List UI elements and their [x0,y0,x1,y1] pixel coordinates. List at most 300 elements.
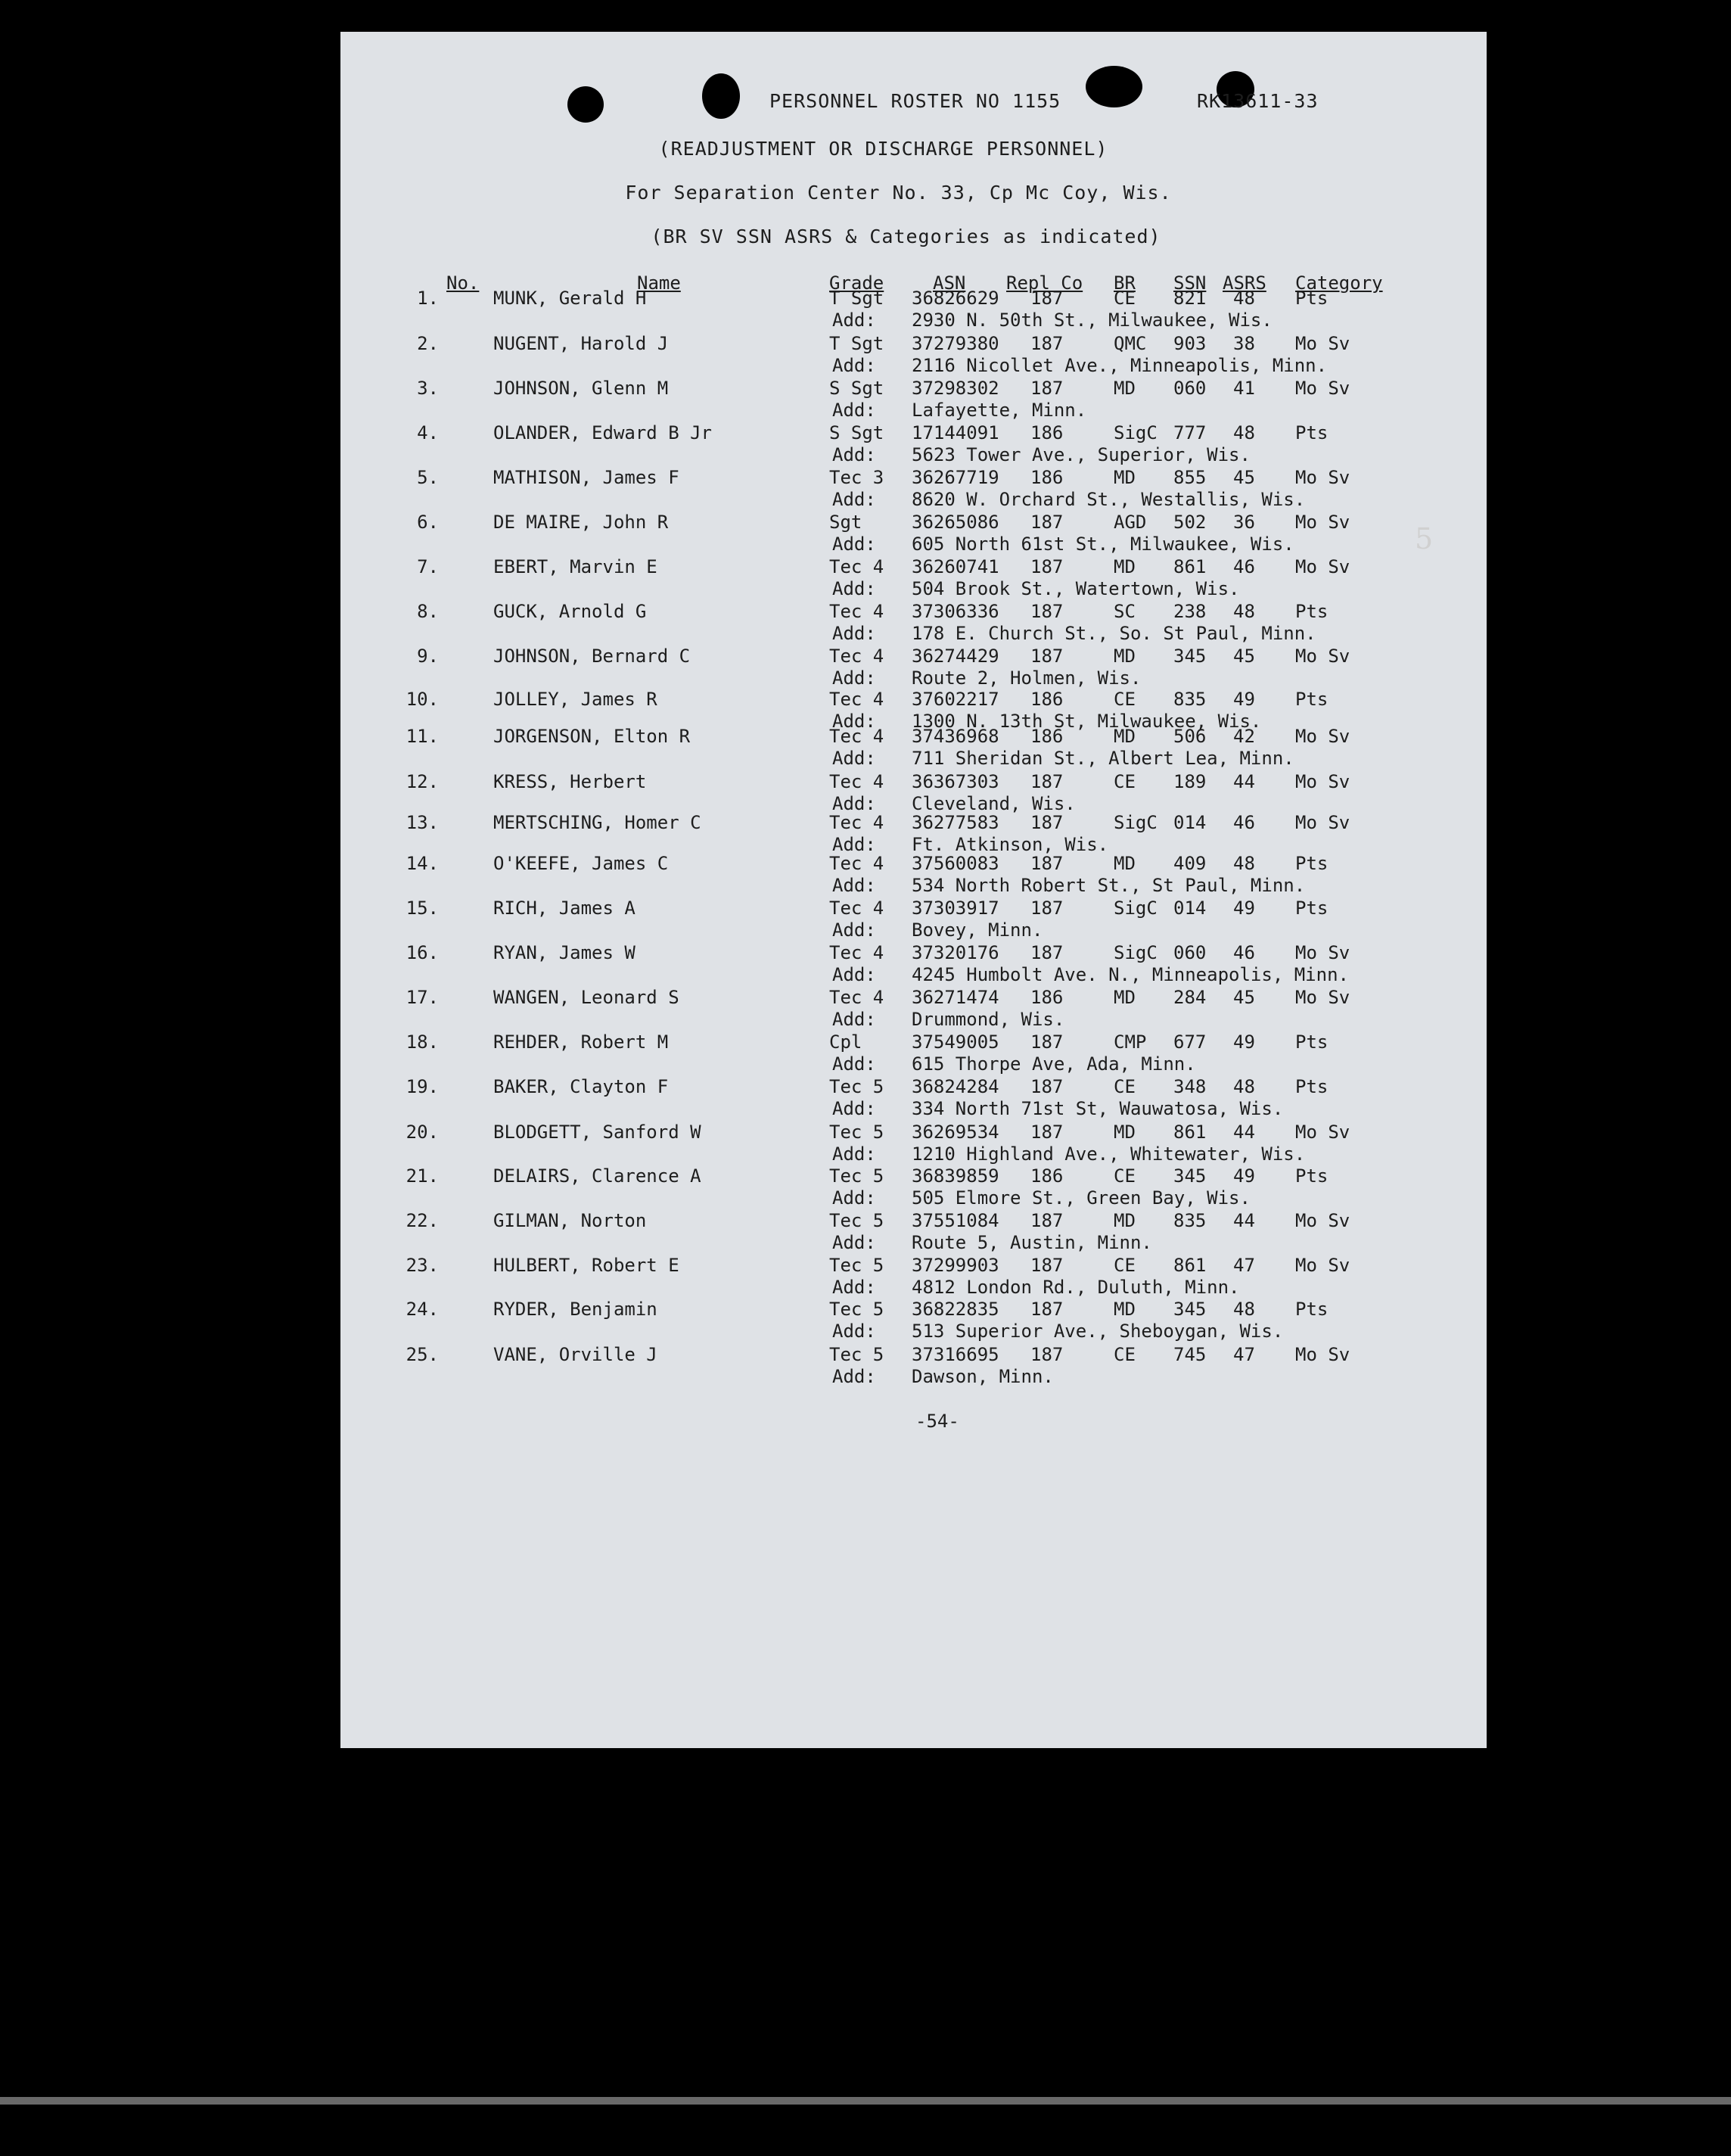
roster-page [340,32,1487,1748]
table-row [340,987,1487,1032]
col-no: No. [446,272,480,294]
ssn: 855 [1173,467,1207,488]
ssn: 506 [1173,726,1207,747]
address: Route 5, Austin, Minn. [912,1232,1152,1253]
asn: 37306336 [912,601,999,622]
punch-hole-center-left [702,73,740,119]
ssn: 861 [1173,1122,1207,1143]
address: 505 Elmore St., Green Bay, Wis. [912,1187,1251,1209]
asn: 36839859 [912,1165,999,1187]
repl-co: 187 [1030,771,1064,792]
asrs: 45 [1233,646,1255,667]
punch-hole-center-right [1086,66,1142,107]
asn: 36269534 [912,1122,999,1143]
category: Mo Sv [1295,1344,1350,1365]
row-number: 17. [406,987,439,1008]
branch: MD [1114,987,1136,1008]
branch: MD [1114,467,1136,488]
category: Pts [1295,1165,1329,1187]
page-number: -54- [915,1411,959,1432]
grade: Tec 5 [829,1076,884,1097]
row-number: 10. [406,689,439,710]
grade: T Sgt [829,288,884,309]
table-row [340,378,1487,423]
address-label: Add: [832,1009,876,1030]
branch: MD [1114,853,1136,874]
asrs: 48 [1233,288,1255,309]
asn: 37279380 [912,333,999,354]
soldier-name: JOHNSON, Bernard C [493,646,691,667]
repl-co: 186 [1030,1165,1064,1187]
repl-co: 187 [1030,556,1064,577]
soldier-name: DE MAIRE, John R [493,512,669,533]
table-row [340,646,1487,691]
address: Route 2, Holmen, Wis. [912,667,1142,689]
address: 2116 Nicollet Ave., Minneapolis, Minn. [912,355,1328,376]
ssn: 345 [1173,1299,1207,1320]
address-label: Add: [832,1187,876,1209]
address: 615 Thorpe Ave, Ada, Minn. [912,1053,1196,1075]
category: Mo Sv [1295,987,1350,1008]
branch: AGD [1114,512,1147,533]
address-label: Add: [832,875,876,896]
asn: 37602217 [912,689,999,710]
address: 605 North 61st St., Milwaukee, Wis. [912,534,1294,555]
address-label: Add: [832,964,876,985]
address-label: Add: [832,623,876,644]
asrs: 42 [1233,726,1255,747]
asn: 37551084 [912,1210,999,1231]
asrs: 49 [1233,898,1255,919]
table-row [340,288,1487,333]
grade: S Sgt [829,422,884,443]
address-label: Add: [832,667,876,689]
ssn: 777 [1173,422,1207,443]
soldier-name: NUGENT, Harold J [493,333,669,354]
soldier-name: JORGENSON, Elton R [493,726,691,747]
address-label: Add: [832,1143,876,1165]
asn: 36271474 [912,987,999,1008]
asrs: 38 [1233,333,1255,354]
asrs: 36 [1233,512,1255,533]
grade: Tec 5 [829,1165,884,1187]
soldier-name: WANGEN, Leonard S [493,987,679,1008]
row-number: 4. [417,422,439,443]
soldier-name: MUNK, Gerald H [493,288,647,309]
ssn: 348 [1173,1076,1207,1097]
asrs: 46 [1233,812,1255,833]
repl-co: 187 [1030,853,1064,874]
asrs: 48 [1233,1076,1255,1097]
asn: 37303917 [912,898,999,919]
table-row [340,1344,1487,1389]
col-repl-co: Repl Co [1006,272,1083,294]
address-label: Add: [832,310,876,331]
address-label: Add: [832,919,876,941]
branch: MD [1114,556,1136,577]
asn: 17144091 [912,422,999,443]
categories-note: (BR SV SSN ASRS & Categories as indicated) [651,226,1161,247]
category: Pts [1295,689,1329,710]
table-row [340,467,1487,512]
table-row [340,726,1487,771]
address-label: Add: [832,1053,876,1075]
asrs: 45 [1233,467,1255,488]
address-label: Add: [832,834,876,855]
roster-subtitle: (READJUSTMENT OR DISCHARGE PERSONNEL) [658,138,1108,160]
soldier-name: O'KEEFE, James C [493,853,669,874]
separation-center: For Separation Center No. 33, Cp Mc Coy, Wis. [625,182,1172,204]
grade: Tec 3 [829,467,884,488]
grade: Tec 4 [829,942,884,963]
row-number: 15. [406,898,439,919]
grade: Tec 4 [829,689,884,710]
asrs: 46 [1233,556,1255,577]
branch: CE [1114,1165,1136,1187]
side-mark: 5 [1415,522,1434,555]
branch: CE [1114,689,1136,710]
table-row [340,942,1487,988]
asrs: 44 [1233,771,1255,792]
branch: SC [1114,601,1136,622]
address: 1300 N. 13th St, Milwaukee, Wis. [912,711,1262,732]
asrs: 47 [1233,1255,1255,1276]
grade: Tec 5 [829,1210,884,1231]
soldier-name: JOHNSON, Glenn M [493,378,669,399]
grade: Tec 4 [829,898,884,919]
category: Mo Sv [1295,333,1350,354]
address-label: Add: [832,400,876,421]
branch: CE [1114,1255,1136,1276]
col-grade: Grade [829,272,884,294]
asn: 36822835 [912,1299,999,1320]
branch: SigC [1114,898,1158,919]
address-label: Add: [832,748,876,769]
asn: 37549005 [912,1031,999,1053]
repl-co: 187 [1030,288,1064,309]
table-row [340,898,1487,943]
repl-co: 187 [1030,942,1064,963]
branch: MD [1114,1299,1136,1320]
row-number: 9. [417,646,439,667]
table-row [340,1031,1487,1077]
branch: CE [1114,288,1136,309]
table-row [340,422,1487,468]
repl-co: 187 [1030,646,1064,667]
grade: Tec 4 [829,771,884,792]
row-number: 22. [406,1210,439,1231]
soldier-name: REHDER, Robert M [493,1031,669,1053]
ssn: 677 [1173,1031,1207,1053]
branch: CE [1114,771,1136,792]
asn: 37436968 [912,726,999,747]
soldier-name: KRESS, Herbert [493,771,647,792]
asrs: 46 [1233,942,1255,963]
address: 513 Superior Ave., Sheboygan, Wis. [912,1321,1284,1342]
address: 504 Brook St., Watertown, Wis. [912,578,1240,599]
repl-co: 187 [1030,1076,1064,1097]
table-row [340,1210,1487,1255]
asrs: 48 [1233,422,1255,443]
address-label: Add: [832,1232,876,1253]
repl-co: 186 [1030,726,1064,747]
row-number: 7. [417,556,439,577]
address-label: Add: [832,489,876,510]
soldier-name: OLANDER, Edward B Jr [493,422,712,443]
grade: Tec 5 [829,1344,884,1365]
asrs: 48 [1233,1299,1255,1320]
table-row [340,771,1487,817]
soldier-name: VANE, Orville J [493,1344,657,1365]
branch: QMC [1114,333,1147,354]
grade: Tec 4 [829,556,884,577]
table-row [340,1076,1487,1122]
table-row [340,601,1487,646]
asn: 36824284 [912,1076,999,1097]
repl-co: 186 [1030,467,1064,488]
table-row [340,1255,1487,1300]
roster-title: PERSONNEL ROSTER NO 1155 [769,90,1061,112]
row-number: 20. [406,1122,439,1143]
ssn: 345 [1173,646,1207,667]
repl-co: 186 [1030,422,1064,443]
repl-co: 187 [1030,1031,1064,1053]
asrs: 48 [1233,853,1255,874]
category: Mo Sv [1295,942,1350,963]
soldier-name: RYDER, Benjamin [493,1299,657,1320]
col-asrs: ASRS [1223,272,1266,294]
soldier-name: DELAIRS, Clarence A [493,1165,701,1187]
address: Lafayette, Minn. [912,400,1087,421]
soldier-name: JOLLEY, James R [493,689,657,710]
col-asn: ASN [933,272,966,294]
asn: 37320176 [912,942,999,963]
repl-co: 187 [1030,333,1064,354]
address: 4245 Humbolt Ave. N., Minneapolis, Minn. [912,964,1349,985]
grade: Tec 4 [829,601,884,622]
repl-co: 187 [1030,1299,1064,1320]
address: Cleveland, Wis. [912,793,1076,814]
repl-co: 187 [1030,1344,1064,1365]
punch-hole-left [567,86,604,123]
table-row [340,1122,1487,1167]
asrs: 44 [1233,1210,1255,1231]
ssn: 060 [1173,378,1207,399]
table-row [340,333,1487,378]
soldier-name: BAKER, Clayton F [493,1076,669,1097]
soldier-name: GUCK, Arnold G [493,601,647,622]
repl-co: 186 [1030,689,1064,710]
table-row [340,556,1487,602]
row-number: 2. [417,333,439,354]
branch: MD [1114,726,1136,747]
branch: MD [1114,646,1136,667]
address: 8620 W. Orchard St., Westallis, Wis. [912,489,1306,510]
branch: SigC [1114,422,1158,443]
repl-co: 187 [1030,1122,1064,1143]
address: 5623 Tower Ave., Superior, Wis. [912,444,1251,465]
soldier-name: EBERT, Marvin E [493,556,657,577]
address: 4812 London Rd., Duluth, Minn. [912,1277,1240,1298]
row-number: 25. [406,1344,439,1365]
category: Pts [1295,288,1329,309]
repl-co: 187 [1030,812,1064,833]
row-number: 13. [406,812,439,833]
grade: Sgt [829,512,862,533]
table-row [340,1299,1487,1344]
address: 178 E. Church St., So. St Paul, Minn. [912,623,1316,644]
ssn: 014 [1173,898,1207,919]
row-number: 21. [406,1165,439,1187]
address: Bovey, Minn. [912,919,1043,941]
ssn: 835 [1173,1210,1207,1231]
category: Pts [1295,898,1329,919]
address: 1210 Highland Ave., Whitewater, Wis. [912,1143,1306,1165]
ssn: 861 [1173,556,1207,577]
branch: MD [1114,1210,1136,1231]
row-number: 3. [417,378,439,399]
asrs: 44 [1233,1122,1255,1143]
ssn: 861 [1173,1255,1207,1276]
grade: T Sgt [829,333,884,354]
address-label: Add: [832,444,876,465]
address: Drummond, Wis. [912,1009,1065,1030]
row-number: 1. [417,288,439,309]
branch: MD [1114,1122,1136,1143]
table-row [340,1165,1487,1211]
ssn: 835 [1173,689,1207,710]
address-label: Add: [832,793,876,814]
soldier-name: BLODGETT, Sanford W [493,1122,701,1143]
asn: 37316695 [912,1344,999,1365]
scan-edge [0,2097,1731,2105]
ssn: 060 [1173,942,1207,963]
ssn: 409 [1173,853,1207,874]
asn: 37298302 [912,378,999,399]
address: Ft. Atkinson, Wis. [912,834,1109,855]
grade: Tec 5 [829,1122,884,1143]
ssn: 284 [1173,987,1207,1008]
row-number: 18. [406,1031,439,1053]
address: 711 Sheridan St., Albert Lea, Minn. [912,748,1294,769]
category: Mo Sv [1295,378,1350,399]
category: Mo Sv [1295,726,1350,747]
category: Pts [1295,1031,1329,1053]
row-number: 6. [417,512,439,533]
soldier-name: GILMAN, Norton [493,1210,647,1231]
asn: 36265086 [912,512,999,533]
repl-co: 187 [1030,601,1064,622]
branch: CMP [1114,1031,1147,1053]
address-label: Add: [832,711,876,732]
soldier-name: MERTSCHING, Homer C [493,812,701,833]
asn: 36367303 [912,771,999,792]
repl-co: 187 [1030,512,1064,533]
asn: 36274429 [912,646,999,667]
address-label: Add: [832,1366,876,1387]
category: Pts [1295,1299,1329,1320]
repl-co: 187 [1030,898,1064,919]
row-number: 14. [406,853,439,874]
asn: 37299903 [912,1255,999,1276]
ssn: 745 [1173,1344,1207,1365]
asrs: 49 [1233,1031,1255,1053]
ssn: 821 [1173,288,1207,309]
col-ssn: SSN [1173,272,1207,294]
branch: CE [1114,1076,1136,1097]
asrs: 41 [1233,378,1255,399]
address-label: Add: [832,1277,876,1298]
roster-id: RK13611-33 [1197,90,1319,112]
soldier-name: MATHISON, James F [493,467,679,488]
asn: 36277583 [912,812,999,833]
address: 534 North Robert St., St Paul, Minn. [912,875,1306,896]
table-row [340,853,1487,898]
row-number: 5. [417,467,439,488]
row-number: 11. [406,726,439,747]
asn: 37560083 [912,853,999,874]
category: Pts [1295,1076,1329,1097]
ssn: 345 [1173,1165,1207,1187]
category: Mo Sv [1295,1122,1350,1143]
category: Pts [1295,601,1329,622]
asrs: 49 [1233,689,1255,710]
asn: 36267719 [912,467,999,488]
repl-co: 187 [1030,1210,1064,1231]
row-number: 23. [406,1255,439,1276]
asn: 36826629 [912,288,999,309]
branch: SigC [1114,942,1158,963]
grade: Tec 4 [829,726,884,747]
address: 2930 N. 50th St., Milwaukee, Wis. [912,310,1273,331]
grade: Tec 4 [829,646,884,667]
grade: Tec 4 [829,987,884,1008]
category: Pts [1295,853,1329,874]
asrs: 45 [1233,987,1255,1008]
repl-co: 186 [1030,987,1064,1008]
row-number: 12. [406,771,439,792]
soldier-name: RICH, James A [493,898,636,919]
grade: Tec 4 [829,853,884,874]
ssn: 189 [1173,771,1207,792]
col-name: Name [637,272,681,294]
ssn: 903 [1173,333,1207,354]
address-label: Add: [832,355,876,376]
col-br: BR [1114,272,1136,294]
grade: Tec 5 [829,1255,884,1276]
col-category: Category [1295,272,1383,294]
grade: S Sgt [829,378,884,399]
category: Mo Sv [1295,512,1350,533]
category: Mo Sv [1295,556,1350,577]
address: 334 North 71st St, Wauwatosa, Wis. [912,1098,1284,1119]
grade: Tec 4 [829,812,884,833]
address-label: Add: [832,534,876,555]
ssn: 502 [1173,512,1207,533]
address-label: Add: [832,1098,876,1119]
category: Mo Sv [1295,1255,1350,1276]
address-label: Add: [832,578,876,599]
address: Dawson, Minn. [912,1366,1054,1387]
ssn: 014 [1173,812,1207,833]
category: Mo Sv [1295,1210,1350,1231]
asrs: 48 [1233,601,1255,622]
category: Mo Sv [1295,467,1350,488]
branch: SigC [1114,812,1158,833]
row-number: 24. [406,1299,439,1320]
category: Mo Sv [1295,771,1350,792]
address-label: Add: [832,1321,876,1342]
